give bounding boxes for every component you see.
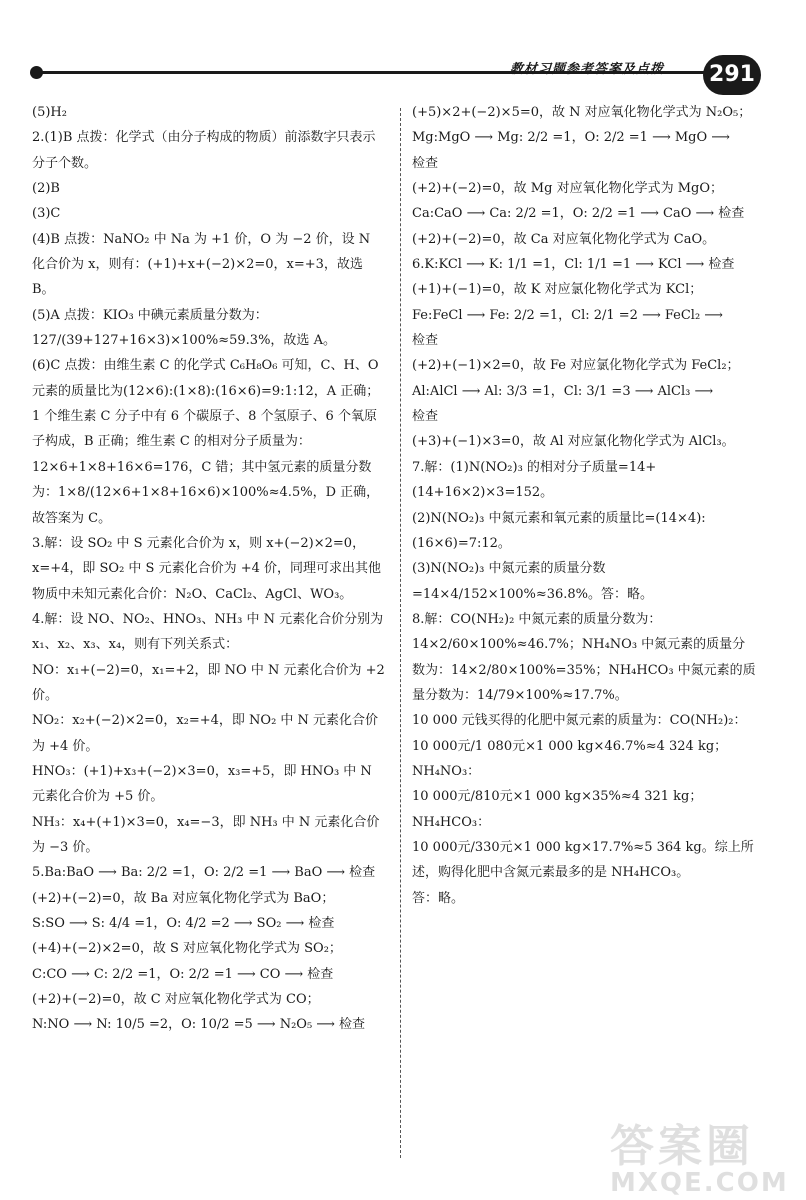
answer-line: 8.解：CO(NH₂)₂ 中氮元素的质量分数为：14×2/60×100%≈46.7%；NH₄NO₃ 中氮元素的质量分数为：14×2/80×100%=35%；NH₄HCO₃ 中氮元素的质量分数为：14/79×100%≈17.7%。 <box>412 611 756 703</box>
answer-line: 10 000元/1 080元×1 000 kg×46.7%≈4 324 kg；NH₄NO₃： <box>412 738 728 779</box>
answer-line: 检查 <box>412 409 439 425</box>
left-column <box>32 100 387 1038</box>
answer-line: 6.K:KCl ⟶ K: 1/1 =1，Cl: 1/1 =1 ⟶ KCl ⟶ 检查 <box>412 257 735 273</box>
answer-line: 5.Ba:BaO ⟶ Ba: 2/2 =1，O: 2/2 =1 ⟶ BaO ⟶ 检查 <box>32 865 376 881</box>
answer-line: Fe:FeCl ⟶ Fe: 2/2 =1，Cl: 2/1 =2 ⟶ FeCl₂ ⟶ <box>412 307 723 323</box>
answer-line: C:CO ⟶ C: 2/2 =1，O: 2/2 =1 ⟶ CO ⟶ 检查 <box>32 966 334 982</box>
answer-line: NO：x₁+(−2)=0，x₁=+2，即 NO 中 N 元素化合价为 +2 价。 <box>32 662 385 703</box>
answer-line: NH₃：x₄+(+1)×3=0，x₄=−3，即 NH₃ 中 N 元素化合价为 −3 价。 <box>32 814 380 855</box>
watermark-url: MXQE.COM <box>610 1168 789 1198</box>
answer-line: (+4)+(−2)×2=0，故 S 对应氧化物化学式为 SO₂； <box>32 941 342 957</box>
answer-line: (5)A 点拨：KIO₃ 中碘元素质量分数为：127/(39+127+16×3)×100%≈59.3%，故选 A。 <box>32 307 336 349</box>
answer-line: (3)C <box>32 206 61 222</box>
answer-line: 10 000元/810元×1 000 kg×35%≈4 321 kg；NH₄HCO₃： <box>412 789 703 830</box>
answer-line: (+3)+(−1)×3=0，故 Al 对应氯化物化学式为 AlCl₃。 <box>412 434 735 450</box>
answer-line: 3.解：设 SO₂ 中 S 元素化合价为 x，则 x+(−2)×2=0，x=+4，即 SO₂ 中 S 元素化合价为 +4 价，同理可求出其他物质中未知元素化合价：N₂O、CaCl₂、AgCl、WO₃。 <box>32 535 382 602</box>
answer-line: (+2)+(−2)=0，故 Mg 对应氧化物化学式为 MgO； <box>412 181 723 197</box>
page-header <box>0 0 806 100</box>
answer-line: (4)B 点拨：NaNO₂ 中 Na 为 +1 价，O 为 −2 价，设 N 化合价为 x，则有：(+1)+x+(−2)×2=0，x=+3，故选 B。 <box>32 231 371 298</box>
answer-line: 10 000 元钱买得的化肥中氮元素的质量为：CO(NH₂)₂： <box>412 713 747 729</box>
answer-line: (+5)×2+(−2)×5=0，故 N 对应氧化物化学式为 N₂O₅； <box>412 105 752 120</box>
answer-line: S:SO ⟶ S: 4/4 =1，O: 4/2 =2 ⟶ SO₂ ⟶ 检查 <box>32 916 335 931</box>
answer-line: (+2)+(−2)=0，故 Ba 对应氧化物化学式为 BaO； <box>32 890 335 906</box>
answer-line: Al:AlCl ⟶ Al: 3/3 =1，Cl: 3/1 =3 ⟶ AlCl₃ ⟶ <box>412 383 714 399</box>
watermark-logo <box>610 1110 790 1198</box>
answer-line: (+2)+(−2)=0，故 Ca 对应氧化物化学式为 CaO。 <box>412 231 716 247</box>
answer-line: (6)C 点拨：由维生素 C 的化学式 C₆H₈O₆ 可知，C、H、O 元素的质量比为(12×6):(1×8):(16×6)=9:1:12，A 正确；1 个维生素 C 分子中有 6 个碳原子、8 个氢原子、6 个氧原子构成，B 正确；维生素 C 的相对分子质量为：12×6+1×8+16×6=176，C 错；其中氢元素的质量分数为：1×8/(12×6+1×8+16×6)×100%≈4.5%，D 正确，故答案为 C。 <box>32 358 380 526</box>
answer-line: 10 000元/330元×1 000 kg×17.7%≈5 364 kg。综上所述，购得化肥中含氮元素最多的是 NH₄HCO₃。 <box>412 839 754 881</box>
answer-line: HNO₃：(+1)+x₃+(−2)×3=0，x₃=+5，即 HNO₃ 中 N 元素化合价为 +5 价。 <box>32 763 372 805</box>
answer-line: (2)B <box>32 181 60 197</box>
right-column <box>412 100 757 911</box>
answer-line: (+2)+(−2)=0，故 C 对应氧化物化学式为 CO； <box>32 992 320 1008</box>
answer-line: 答：略。 <box>412 890 465 906</box>
answer-line: 4.解：设 NO、NO₂、HNO₃、NH₃ 中 N 元素化合价分别为 x₁、x₂、x₃、x₄，则有下列关系式： <box>32 611 384 653</box>
answer-line: 7.解：(1)N(NO₂)₃ 的相对分子质量=14+(14+16×2)×3=152。 <box>412 459 657 501</box>
answer-line: (+1)+(−1)=0，故 K 对应氯化物化学式为 KCl； <box>412 282 703 298</box>
watermark-text: 答案圈 <box>610 1121 754 1172</box>
answer-line: NO₂：x₂+(−2)×2=0，x₂=+4，即 NO₂ 中 N 元素化合价为 +4 价。 <box>32 713 379 754</box>
answer-line: (3)N(NO₂)₃ 中氮元素的质量分数=14×4/152×100%≈36.8%。答：略。 <box>412 561 654 602</box>
answer-line: Mg:MgO ⟶ Mg: 2/2 =1，O: 2/2 =1 ⟶ MgO ⟶ <box>412 130 730 146</box>
answer-line: (5)H₂ <box>32 105 67 120</box>
answer-line: (2)N(NO₂)₃ 中氮元素和氧元素的质量比=(14×4):(16×6)=7:12。 <box>412 510 706 551</box>
answer-line: 2.(1)B 点拨：化学式（由分子构成的物质）前添数字只表示分子个数。 <box>32 130 376 171</box>
answer-line: 检查 <box>412 333 439 349</box>
page-number: 291 <box>703 55 761 95</box>
answer-line: Ca:CaO ⟶ Ca: 2/2 =1，O: 2/2 =1 ⟶ CaO ⟶ 检查 <box>412 206 745 222</box>
answer-line: 检查 <box>412 155 439 171</box>
column-divider <box>400 108 401 1158</box>
header-title: 教材习题参考答案及点拨 <box>510 62 665 77</box>
answer-line: N:NO ⟶ N: 10/5 =2，O: 10/2 =5 ⟶ N₂O₅ ⟶ 检查 <box>32 1017 366 1033</box>
answer-line: (+2)+(−1)×2=0，故 Fe 对应氯化物化学式为 FeCl₂； <box>412 358 740 374</box>
